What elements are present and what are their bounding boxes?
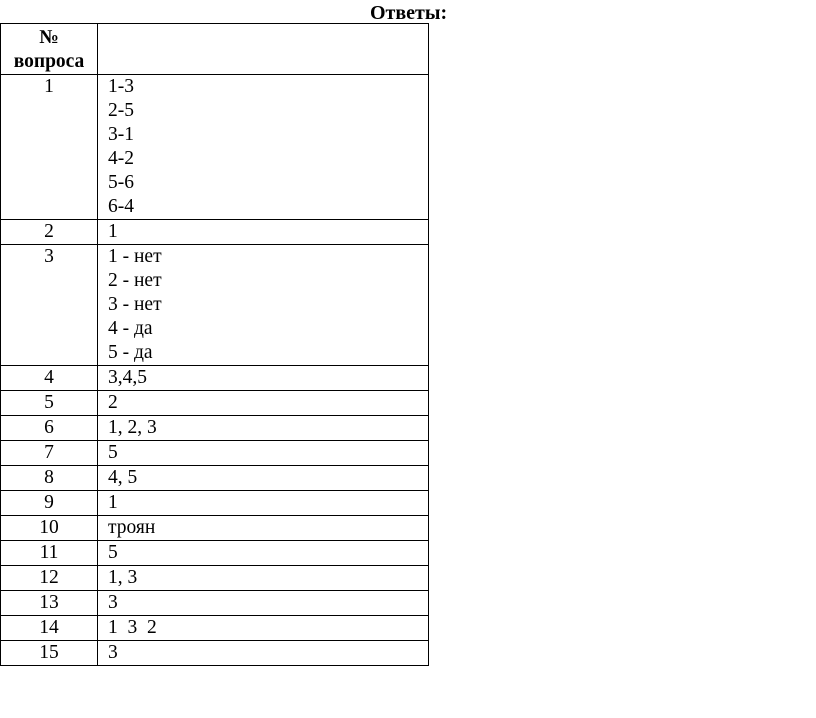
answer-line: 5 [108,542,118,563]
question-number: 9 [1,491,98,516]
question-number: 10 [1,516,98,541]
answer-cell [98,641,429,666]
answer-line: 1, 2, 3 [108,417,157,438]
answer-line: 6-4 [108,196,134,217]
answer-cell [98,75,429,220]
table-header-row [1,24,429,75]
answers-table [0,23,429,666]
answer-line: 5-6 [108,172,134,193]
table-row [1,416,429,441]
answer-cell [98,541,429,566]
question-number: 4 [1,366,98,391]
table-row [1,516,429,541]
table-row [1,491,429,516]
answer-cell [98,366,429,391]
answer-line: троян [108,517,156,538]
answer-line: 3 - нет [108,294,162,315]
answer-line: 1 [108,221,118,242]
answer-line: 5 [108,442,118,463]
answer-cell [98,591,429,616]
table-row [1,245,429,366]
question-number: 11 [1,541,98,566]
table-row [1,220,429,245]
table-row [1,541,429,566]
answer-line: 3-1 [108,124,134,145]
question-number: 3 [1,245,98,366]
answer-cell [98,566,429,591]
question-number: 12 [1,566,98,591]
question-number: 6 [1,416,98,441]
answer-line: 1 - нет [108,246,162,267]
question-number: 1 [1,75,98,220]
table-row [1,366,429,391]
answer-line: 2-5 [108,100,134,121]
table-row [1,466,429,491]
table-row [1,641,429,666]
question-number: 13 [1,591,98,616]
header-question-number: № вопроса [1,24,98,75]
question-number: 14 [1,616,98,641]
question-number: 8 [1,466,98,491]
answer-line: 4 - да [108,318,153,339]
answer-line: 1, 3 [108,567,138,588]
question-number: 7 [1,441,98,466]
answer-cell [98,220,429,245]
answer-cell [98,441,429,466]
answer-line: 2 - нет [108,270,162,291]
table-row [1,441,429,466]
page-title: Ответы: [370,2,448,24]
answer-line: 1 [108,492,118,513]
answer-cell [98,491,429,516]
answer-cell [98,245,429,366]
question-number: 2 [1,220,98,245]
question-number: 5 [1,391,98,416]
table-row [1,391,429,416]
answer-line: 2 [108,392,118,413]
table-row [1,616,429,641]
table-row [1,566,429,591]
answer-cell [98,416,429,441]
answer-cell [98,466,429,491]
table-row [1,75,429,220]
answer-line: 3,4,5 [108,367,147,388]
table-row [1,591,429,616]
answer-line: 3 [108,642,118,663]
answer-cell [98,516,429,541]
table-body [1,75,429,666]
answer-line: 5 - да [108,342,153,363]
answer-cell [98,616,429,641]
answer-line: 4, 5 [108,467,138,488]
answer-line: 4-2 [108,148,134,169]
answer-line: 1-3 [108,76,134,97]
header-answer [98,24,429,75]
question-number: 15 [1,641,98,666]
answer-cell [98,391,429,416]
answer-line: 1 3 2 [108,617,157,638]
answer-line: 3 [108,592,118,613]
